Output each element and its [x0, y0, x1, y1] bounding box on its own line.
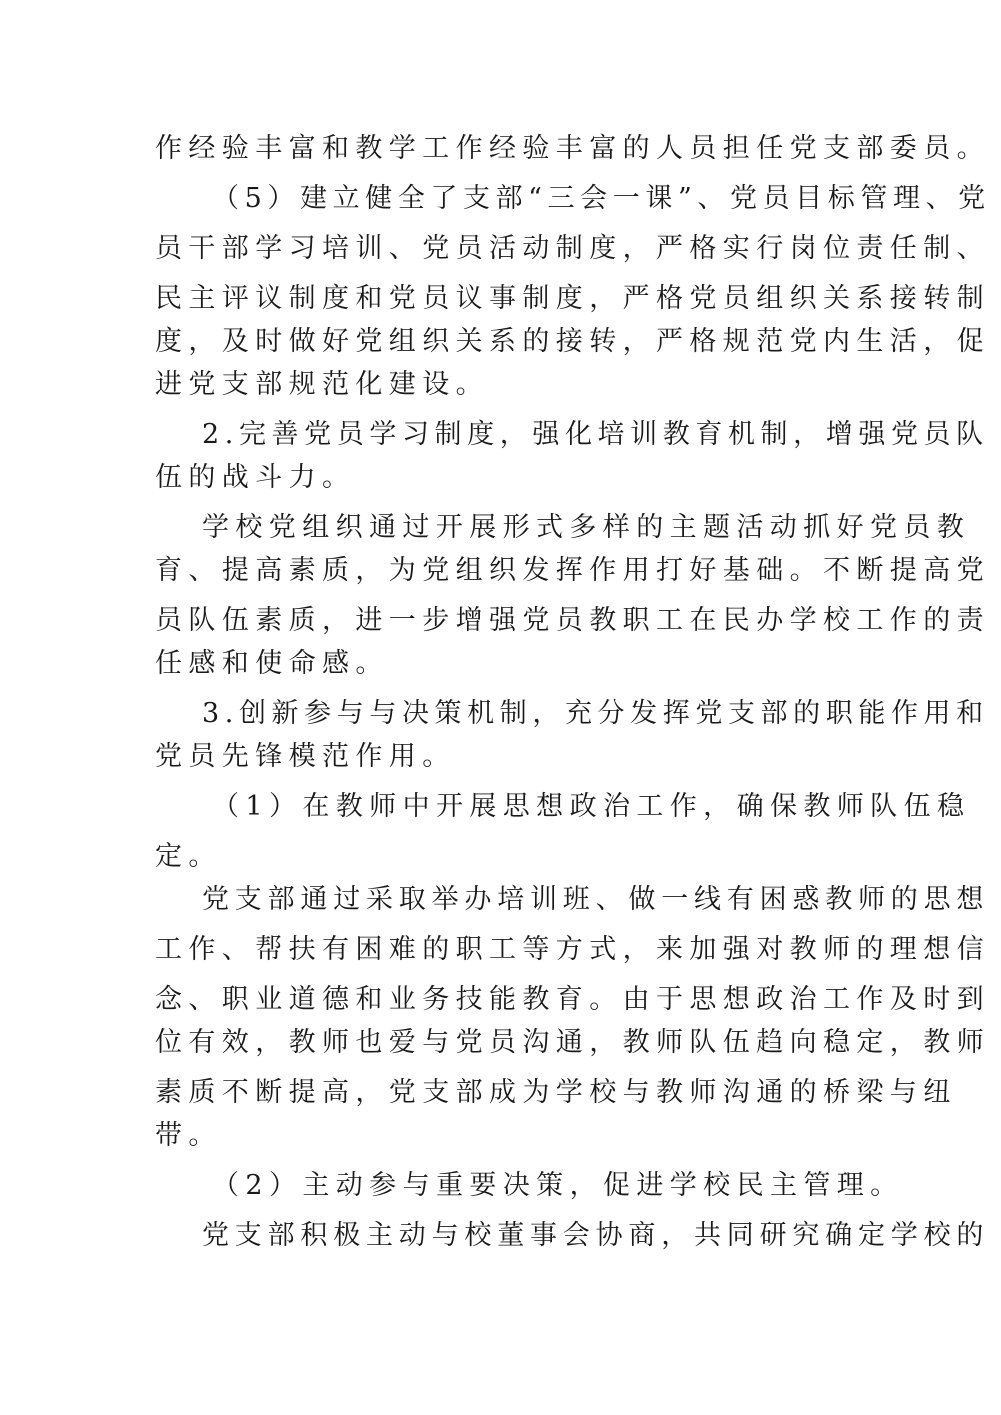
- text-line: 工作、帮扶有困难的职工等方式，来加强对教师的理想信: [155, 934, 990, 965]
- text-line: （1）在教师中开展思想政治工作，确保教师队伍稳: [212, 791, 971, 822]
- text-line: （2）主动参与重要决策，促进学校民主管理。: [212, 1170, 904, 1201]
- text-line: 2.完善党员学习制度，强化培训教育机制，增强党员队: [202, 419, 989, 450]
- text-line: 党员先锋模范作用。: [155, 741, 456, 772]
- text-line: 念、职业道德和业务技能教育。由于思想政治工作及时到: [155, 984, 990, 1015]
- text-line: 位有效，教师也爱与党员沟通，教师队伍趋向稳定，教师: [155, 1027, 990, 1058]
- text-line: 育、提高素质，为党组织发挥作用打好基础。不断提高党: [155, 555, 990, 586]
- text-line: 任感和使命感。: [155, 648, 389, 679]
- text-line: 民主评议制度和党员议事制度，严格党员组织关系接转制: [155, 283, 990, 314]
- text-line: 3.创新参与与决策机制，充分发挥党支部的职能作用和: [202, 698, 989, 729]
- text-line: 党支部通过采取举办培训班、做一线有困惑教师的思想: [202, 884, 990, 915]
- text-line: 进党支部规范化建设。: [155, 369, 489, 400]
- text-line: 度，及时做好党组织关系的接转，严格规范党内生活，促: [155, 326, 990, 357]
- text-line: （5）建立健全了支部“三会一课”、党员目标管理、党: [212, 183, 991, 214]
- text-line: 定。: [155, 841, 222, 872]
- text-line: 党支部积极主动与校董事会协商，共同研究确定学校的: [202, 1220, 990, 1251]
- text-line: 素质不断提高，党支部成为学校与教师沟通的桥梁与纽: [155, 1077, 957, 1108]
- text-line: 带。: [155, 1120, 222, 1151]
- text-line: 学校党组织通过开展形式多样的主题活动抓好党员教: [202, 512, 971, 543]
- text-line: 伍的战斗力。: [155, 462, 356, 493]
- text-line: 员队伍素质，进一步增强党员教职工在民办学校工作的责: [155, 605, 990, 636]
- text-line: 员干部学习培训、党员活动制度，严格实行岗位责任制、: [155, 233, 990, 264]
- text-line: 作经验丰富和教学工作经验丰富的人员担任党支部委员。: [155, 133, 990, 164]
